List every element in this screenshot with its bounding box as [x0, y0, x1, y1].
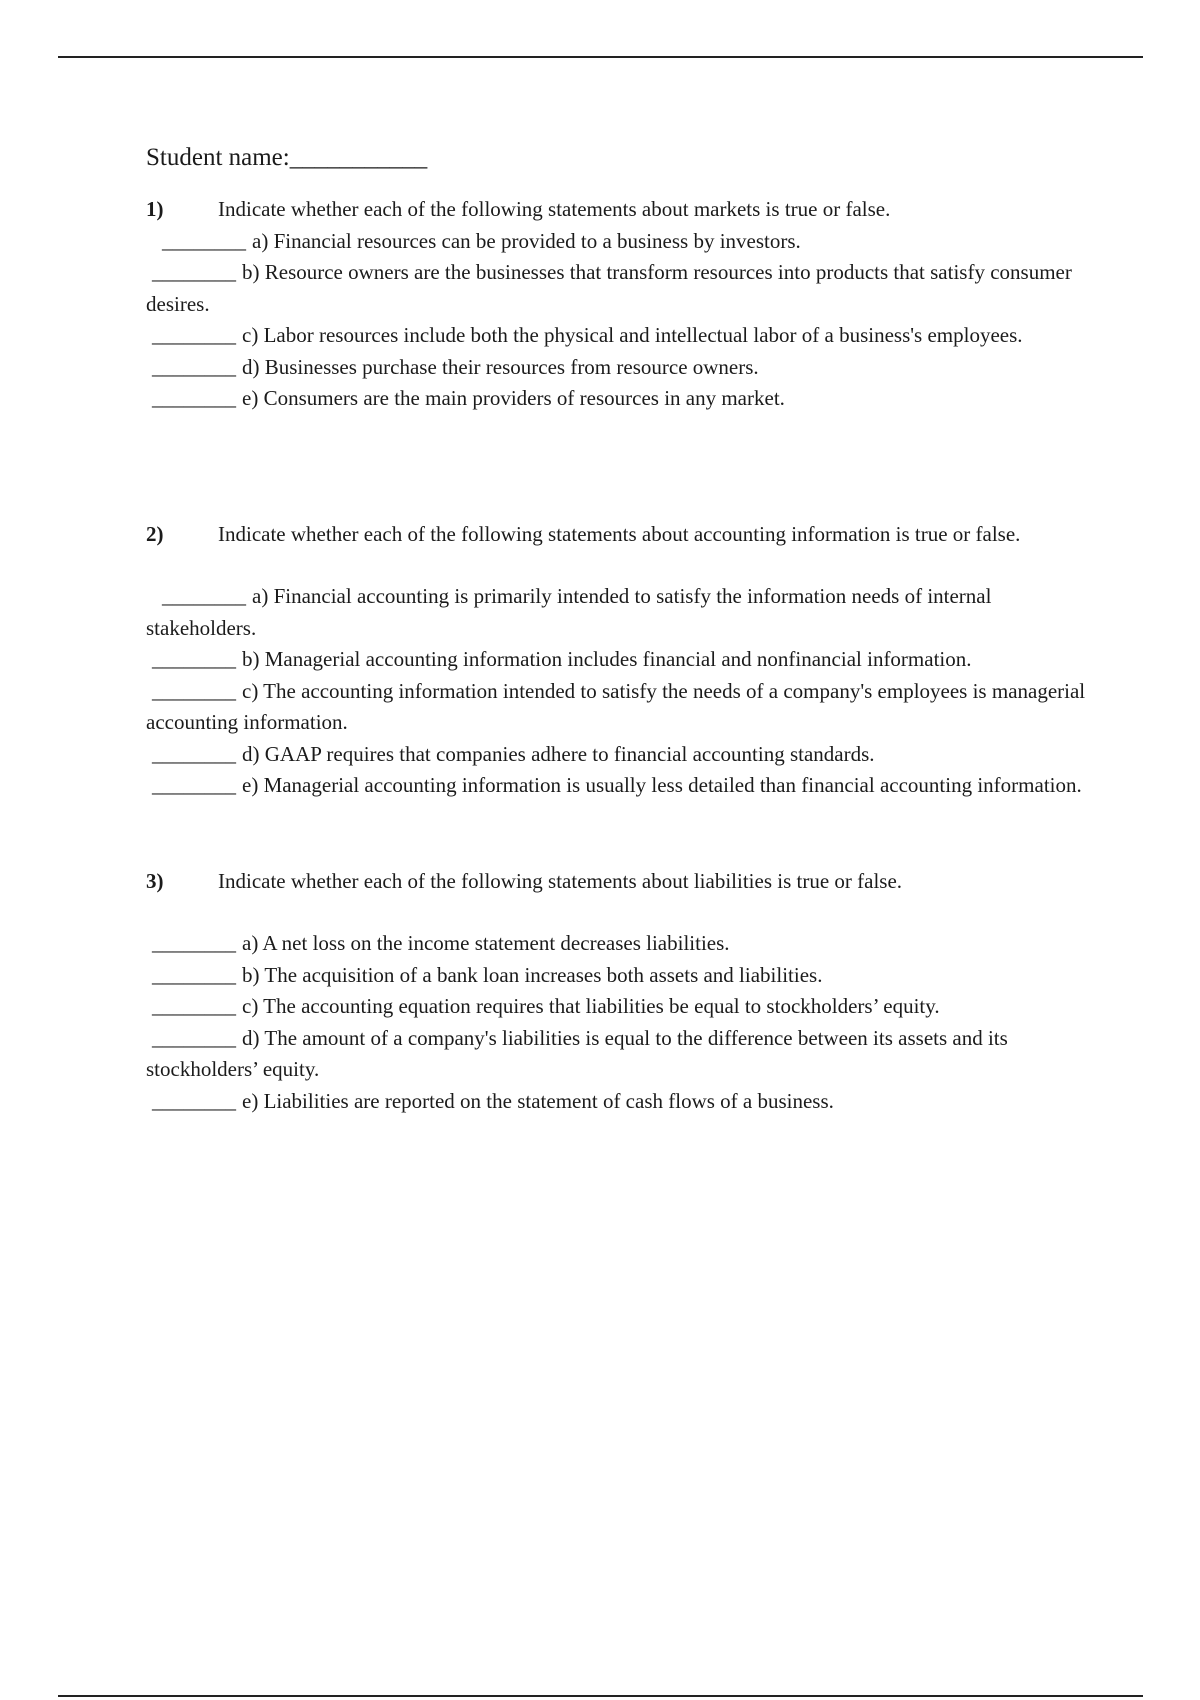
statement-item [146, 644, 1096, 676]
student-name-blank: ___________ [289, 144, 428, 171]
statement-text: e) Liabilities are reported on the statement of cash flows of a business. [242, 1088, 834, 1113]
answer-blank: ________ [152, 741, 236, 766]
answer-blank: ________ [162, 228, 246, 253]
statement-item [146, 257, 1096, 320]
statement-text: d) The amount of a company's liabilities is equal to the difference between its assets and its stockholders’ equity. [146, 1025, 1008, 1081]
question-3-prompt-line [146, 866, 1096, 898]
answer-blank: ________ [162, 584, 246, 608]
answer-blank: ________ [152, 647, 236, 671]
answer-blank: ________ [152, 1025, 236, 1050]
student-name-line [146, 142, 1096, 174]
statement-text: c) The accounting information intended to satisfy the needs of a company's employees is managerial accounting information. [146, 678, 1086, 734]
question-2-items [146, 581, 1096, 802]
statement-text: a) Financial resources can be provided to a business by investors. [252, 228, 801, 253]
question-3 [146, 866, 1096, 1118]
question-prompt: Indicate whether each of the following statements about markets is true or false. [218, 197, 891, 221]
statement-item [146, 581, 1096, 644]
question-1-items [146, 226, 1096, 415]
answer-blank: ________ [152, 773, 236, 797]
question-2 [146, 519, 1096, 802]
bottom-divider [58, 1695, 1143, 1697]
question-1 [146, 194, 1096, 415]
question-number: 3) [146, 868, 164, 893]
answer-blank: ________ [152, 323, 236, 347]
answer-blank: ________ [152, 678, 236, 703]
statement-text: c) The accounting equation requires that liabilities be equal to stockholders’ equity. [242, 994, 940, 1018]
top-divider [58, 56, 1143, 58]
answer-blank: ________ [152, 1088, 236, 1113]
statement-item [146, 383, 1096, 415]
statement-text: a) Financial accounting is primarily intended to satisfy the information needs of internal stakeholders. [146, 584, 992, 640]
question-prompt: Indicate whether each of the following statements about liabilities is true or false. [218, 868, 903, 893]
question-3-items [146, 928, 1096, 1117]
statement-text: c) Labor resources include both the physical and intellectual labor of a business's employees. [242, 323, 1023, 347]
question-1-prompt-line [146, 194, 1096, 226]
answer-blank: ________ [152, 931, 236, 955]
statement-item [146, 960, 1096, 992]
statement-text: e) Consumers are the main providers of resources in any market. [242, 386, 785, 410]
statement-text: d) Businesses purchase their resources from resource owners. [242, 354, 759, 379]
statement-item [146, 991, 1096, 1023]
student-name-label: Student name: [146, 144, 290, 171]
answer-blank: ________ [152, 354, 236, 379]
answer-blank: ________ [152, 260, 236, 284]
statement-item [146, 352, 1096, 384]
statement-text: b) The acquisition of a bank loan increases both assets and liabilities. [242, 962, 823, 987]
answer-blank: ________ [152, 994, 236, 1018]
statement-item [146, 676, 1096, 739]
statement-item [146, 770, 1096, 802]
statement-text: a) A net loss on the income statement decreases liabilities. [242, 931, 730, 955]
statement-item [146, 739, 1096, 771]
statement-item [146, 320, 1096, 352]
statement-item [146, 1023, 1096, 1086]
question-number: 1) [146, 197, 164, 221]
quiz-content [146, 142, 1096, 1117]
answer-blank: ________ [152, 386, 236, 410]
statement-item [146, 226, 1096, 258]
question-2-prompt-line [146, 519, 1096, 551]
statement-text: b) Resource owners are the businesses that transform resources into products that satisfy consumer desires. [146, 260, 1072, 316]
question-prompt: Indicate whether each of the following statements about accounting information is true or false. [218, 521, 1021, 546]
statement-text: e) Managerial accounting information is usually less detailed than financial accounting information. [242, 773, 1082, 797]
statement-item [146, 1086, 1096, 1118]
statement-item [146, 928, 1096, 960]
answer-blank: ________ [152, 962, 236, 987]
question-number: 2) [146, 521, 164, 546]
statement-text: b) Managerial accounting information includes financial and nonfinancial information. [242, 647, 972, 671]
statement-text: d) GAAP requires that companies adhere to financial accounting standards. [242, 741, 875, 766]
